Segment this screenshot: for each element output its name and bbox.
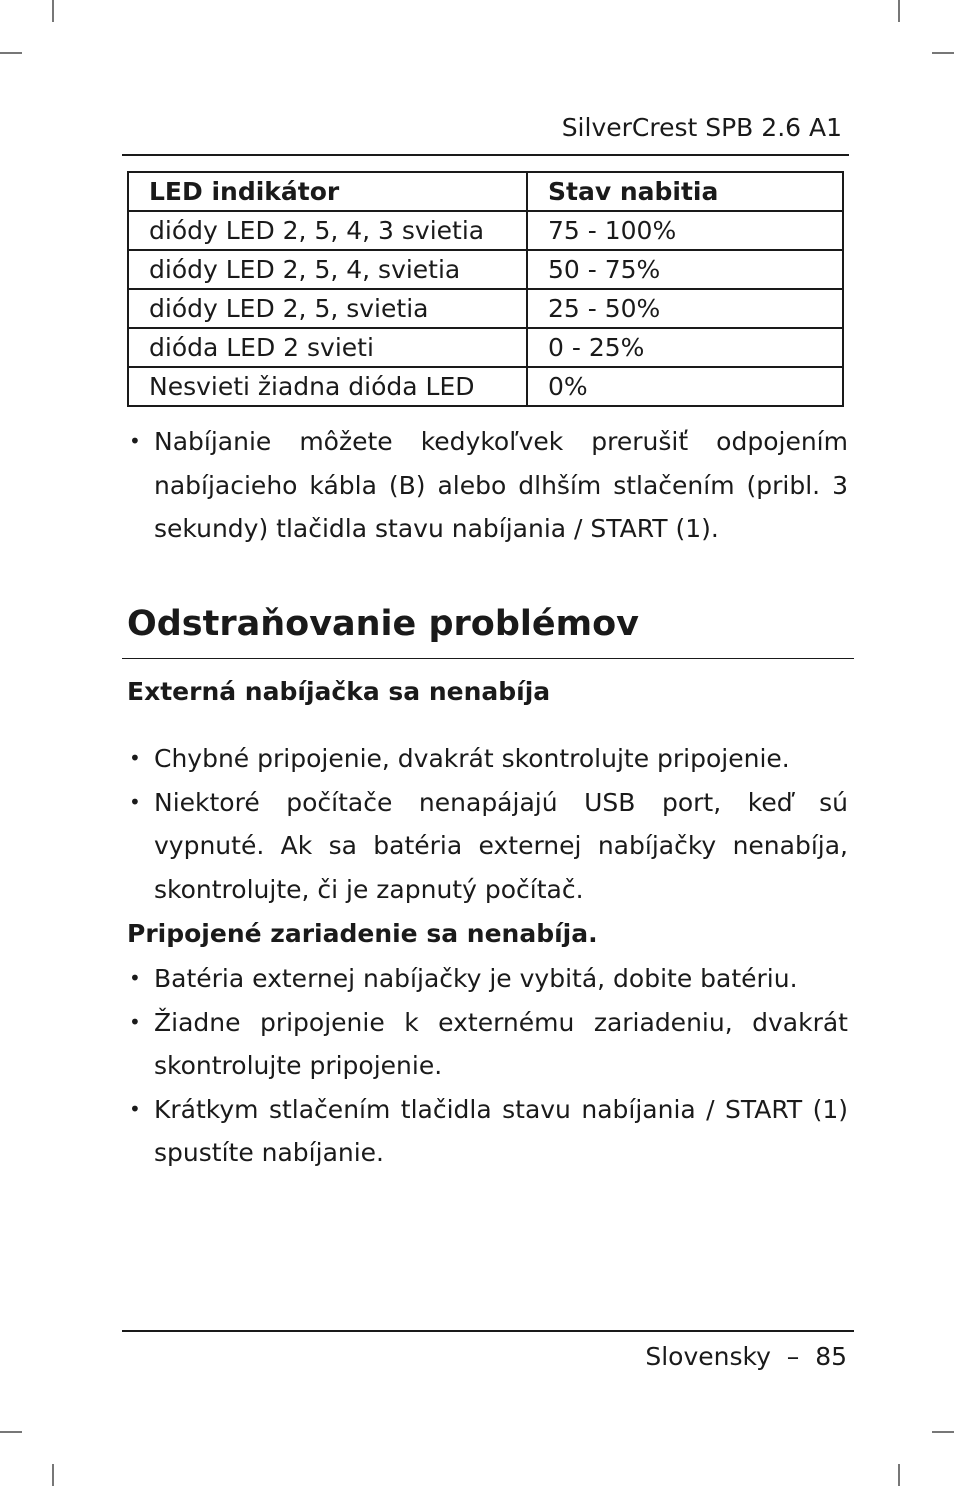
bullet-icon: • [129,746,141,770]
table-cell: diódy LED 2, 5, 4, 3 svietia [128,211,527,250]
list-item-text: Žiadne pripojenie k externému zariadeniu, dvakrát skontrolujte pripojenie. [154,1007,848,1080]
list-item [127,737,848,781]
crop-mark [52,1464,54,1486]
table-row [128,367,843,406]
list-item [127,1001,848,1088]
list-item-text: Nabíjanie môžete kedykoľvek prerušiť odpojením nabíjacieho kábla (B) alebo dlhším stlačením (pribl. 3 sekundy) tlačidla stavu nabíjania / START (1). [154,427,848,543]
list-item [127,1088,848,1175]
list-item [127,781,848,912]
list-item [127,420,848,551]
footer-separator: – [786,1342,800,1371]
table-cell: dióda LED 2 svieti [128,328,527,367]
list-item-text: Krátkym stlačením tlačidla stavu nabíjania / START (1) spustíte nabíjanie. [154,1094,848,1167]
intro-bullet-list [127,420,848,551]
table-row [128,211,843,250]
crop-mark [932,52,954,54]
section-title: Odstraňovanie problémov [127,604,639,644]
list-item-text: Niektoré počítače nenapájajú USB port, keď sú vypnuté. Ak sa batéria externej nabíjačky nenabíja, skontrolujte, či je zapnutý počítač. [154,787,848,904]
list-item-text: Batéria externej nabíjačky je vybitá, dobite batériu. [154,964,798,993]
footer-language: Slovensky [645,1342,771,1371]
bullet-icon: • [129,966,141,990]
page-number: 85 [815,1342,847,1371]
header-title: SilverCrest SPB 2.6 A1 [561,113,842,142]
table-cell: 0 - 25% [527,328,843,367]
crop-mark [0,1431,22,1433]
bullet-list [127,737,848,911]
led-status-table [127,171,844,407]
table-cell: 50 - 75% [527,250,843,289]
section-rule [122,658,854,659]
table-header-cell: Stav nabitia [527,172,843,211]
page-footer [645,1341,847,1373]
bullet-icon: • [129,1009,141,1034]
crop-mark [52,0,54,22]
header-rule [122,154,849,156]
list-item [127,957,848,1001]
crop-mark [0,52,22,54]
bullet-list [127,957,848,1175]
table-cell: 0% [527,367,843,406]
table-header-cell: LED indikátor [128,172,527,211]
table-header-row [128,172,843,211]
table-row [128,289,843,328]
table-cell: diódy LED 2, 5, 4, svietia [128,250,527,289]
crop-mark [932,1431,954,1433]
list-item-text: Chybné pripojenie, dvakrát skontrolujte pripojenie. [154,744,790,773]
footer-rule [122,1330,854,1332]
crop-mark [898,1464,900,1486]
table-row [128,328,843,367]
table-cell: 25 - 50% [527,289,843,328]
bullet-icon: • [129,1096,141,1121]
crop-mark [898,0,900,22]
table-row [128,250,843,289]
table-cell: 75 - 100% [527,211,843,250]
subsection-heading: Externá nabíjačka sa nenabíja [127,677,551,706]
table-cell: diódy LED 2, 5, svietia [128,289,527,328]
bullet-icon: • [129,789,141,814]
bullet-icon: • [129,429,141,453]
subsection-heading: Pripojené zariadenie sa nenabíja. [127,919,598,948]
table-cell: Nesvieti žiadna dióda LED [128,367,527,406]
